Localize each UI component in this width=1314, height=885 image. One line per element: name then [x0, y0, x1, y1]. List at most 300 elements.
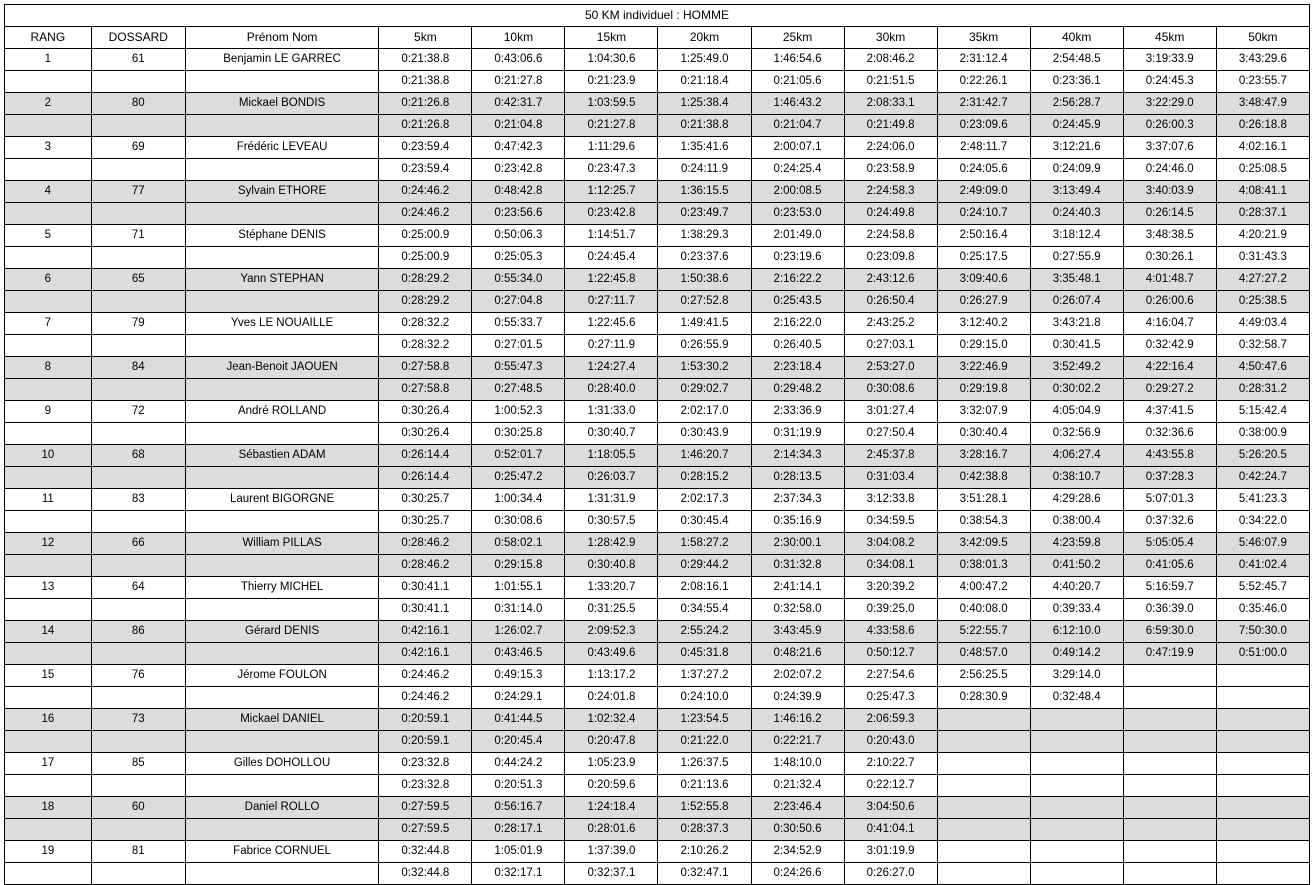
- split-time-cell: 0:24:46.0: [1123, 159, 1216, 181]
- empty-cell: [5, 731, 92, 753]
- split-time-cell: 0:30:02.2: [1030, 379, 1123, 401]
- split-time-cell: 0:30:41.1: [379, 599, 472, 621]
- results-table: [4, 4, 1310, 885]
- split-time-cell: 0:24:11.9: [658, 159, 751, 181]
- empty-cell: [5, 819, 92, 841]
- split-time-cell: 0:29:27.2: [1123, 379, 1216, 401]
- column-header: RANG: [5, 27, 92, 49]
- cumulative-time-cell: 0:55:47.3: [472, 357, 565, 379]
- rank-cell: 13: [5, 577, 92, 599]
- rank-cell: 12: [5, 533, 92, 555]
- split-time-cell: 0:23:59.4: [379, 159, 472, 181]
- bib-cell: 85: [91, 753, 185, 775]
- empty-cell: [91, 291, 185, 313]
- cumulative-time-cell: 1:03:59.5: [565, 93, 658, 115]
- empty-cell: [5, 863, 92, 885]
- empty-cell: [5, 511, 92, 533]
- cumulative-time-cell: 1:46:43.2: [751, 93, 844, 115]
- split-time-cell: [1216, 775, 1309, 797]
- cumulative-time-cell: 3:48:38.5: [1123, 225, 1216, 247]
- split-time-cell: 0:31:19.9: [751, 423, 844, 445]
- empty-cell: [91, 203, 185, 225]
- cumulative-time-cell: 3:43:45.9: [751, 621, 844, 643]
- empty-cell: [5, 335, 92, 357]
- cumulative-time-cell: 3:20:39.2: [844, 577, 937, 599]
- cumulative-time-cell: 1:04:30.6: [565, 49, 658, 71]
- cumulative-time-cell: 1:01:55.1: [472, 577, 565, 599]
- bib-cell: 66: [91, 533, 185, 555]
- table-row-splits: [5, 599, 1310, 621]
- cumulative-time-cell: 3:04:50.6: [844, 797, 937, 819]
- empty-cell: [5, 555, 92, 577]
- cumulative-time-cell: 0:21:38.8: [379, 49, 472, 71]
- empty-cell: [91, 423, 185, 445]
- empty-cell: [91, 819, 185, 841]
- split-time-cell: 0:43:49.6: [565, 643, 658, 665]
- split-time-cell: 0:29:15.8: [472, 555, 565, 577]
- rank-cell: 16: [5, 709, 92, 731]
- split-time-cell: [937, 819, 1030, 841]
- cumulative-time-cell: 2:41:14.1: [751, 577, 844, 599]
- split-time-cell: 0:30:40.4: [937, 423, 1030, 445]
- split-time-cell: 0:30:26.1: [1123, 247, 1216, 269]
- split-time-cell: 0:32:56.9: [1030, 423, 1123, 445]
- table-row: [5, 401, 1310, 423]
- cumulative-time-cell: 2:16:22.2: [751, 269, 844, 291]
- split-time-cell: 0:29:15.0: [937, 335, 1030, 357]
- cumulative-time-cell: 4:06:27.4: [1030, 445, 1123, 467]
- split-time-cell: [1216, 731, 1309, 753]
- cumulative-time-cell: 5:15:42.4: [1216, 401, 1309, 423]
- cumulative-time-cell: 1:36:15.5: [658, 181, 751, 203]
- empty-cell: [91, 159, 185, 181]
- split-time-cell: 0:27:58.8: [379, 379, 472, 401]
- cumulative-time-cell: 3:37:07.6: [1123, 137, 1216, 159]
- cumulative-time-cell: [1123, 841, 1216, 863]
- cumulative-time-cell: 3:12:33.8: [844, 489, 937, 511]
- cumulative-time-cell: [1123, 709, 1216, 731]
- cumulative-time-cell: 2:23:18.4: [751, 357, 844, 379]
- cumulative-time-cell: 2:34:52.9: [751, 841, 844, 863]
- split-time-cell: 0:25:38.5: [1216, 291, 1309, 313]
- cumulative-time-cell: [1123, 665, 1216, 687]
- split-time-cell: 0:23:32.8: [379, 775, 472, 797]
- cumulative-time-cell: 3:40:03.9: [1123, 181, 1216, 203]
- split-time-cell: 0:34:55.4: [658, 599, 751, 621]
- split-time-cell: 0:30:26.4: [379, 423, 472, 445]
- cumulative-time-cell: 2:24:58.3: [844, 181, 937, 203]
- column-header: 45km: [1123, 27, 1216, 49]
- split-time-cell: 0:26:00.3: [1123, 115, 1216, 137]
- cumulative-time-cell: 0:50:06.3: [472, 225, 565, 247]
- split-time-cell: 0:24:29.1: [472, 687, 565, 709]
- split-time-cell: 0:32:37.1: [565, 863, 658, 885]
- runner-name-cell: Gérard DENIS: [185, 621, 379, 643]
- split-time-cell: 0:30:41.5: [1030, 335, 1123, 357]
- cumulative-time-cell: 0:20:59.1: [379, 709, 472, 731]
- bib-cell: 72: [91, 401, 185, 423]
- cumulative-time-cell: 3:01:19.9: [844, 841, 937, 863]
- rank-cell: 2: [5, 93, 92, 115]
- split-time-cell: 0:30:40.7: [565, 423, 658, 445]
- cumulative-time-cell: 2:56:25.5: [937, 665, 1030, 687]
- cumulative-time-cell: 3:01:27.4: [844, 401, 937, 423]
- runner-name-cell: Yves LE NOUAILLE: [185, 313, 379, 335]
- cumulative-time-cell: 7:50:30.0: [1216, 621, 1309, 643]
- empty-cell: [5, 71, 92, 93]
- split-time-cell: 0:22:26.1: [937, 71, 1030, 93]
- table-row-splits: [5, 555, 1310, 577]
- cumulative-time-cell: 1:25:38.4: [658, 93, 751, 115]
- empty-cell: [5, 115, 92, 137]
- bib-cell: 81: [91, 841, 185, 863]
- cumulative-time-cell: 2:10:22.7: [844, 753, 937, 775]
- cumulative-time-cell: 5:16:59.7: [1123, 577, 1216, 599]
- rank-cell: 4: [5, 181, 92, 203]
- split-time-cell: 0:30:57.5: [565, 511, 658, 533]
- cumulative-time-cell: 2:00:07.1: [751, 137, 844, 159]
- cumulative-time-cell: 1:14:51.7: [565, 225, 658, 247]
- split-time-cell: 0:38:10.7: [1030, 467, 1123, 489]
- split-time-cell: 0:26:55.9: [658, 335, 751, 357]
- split-time-cell: [1123, 687, 1216, 709]
- split-time-cell: 0:27:01.5: [472, 335, 565, 357]
- empty-cell: [91, 335, 185, 357]
- split-time-cell: 0:48:57.0: [937, 643, 1030, 665]
- empty-cell: [185, 555, 379, 577]
- cumulative-time-cell: [1216, 797, 1309, 819]
- table-row: [5, 181, 1310, 203]
- cumulative-time-cell: 0:24:46.2: [379, 181, 472, 203]
- cumulative-time-cell: 4:01:48.7: [1123, 269, 1216, 291]
- cumulative-time-cell: 4:43:55.8: [1123, 445, 1216, 467]
- split-time-cell: [937, 863, 1030, 885]
- cumulative-time-cell: 0:58:02.1: [472, 533, 565, 555]
- split-time-cell: 0:20:59.6: [565, 775, 658, 797]
- runner-name-cell: Mickael BONDIS: [185, 93, 379, 115]
- split-time-cell: 0:26:14.4: [379, 467, 472, 489]
- runner-name-cell: Yann STEPHAN: [185, 269, 379, 291]
- empty-cell: [185, 291, 379, 313]
- cumulative-time-cell: 1:31:33.0: [565, 401, 658, 423]
- empty-cell: [185, 687, 379, 709]
- split-time-cell: 0:42:16.1: [379, 643, 472, 665]
- cumulative-time-cell: 3:28:16.7: [937, 445, 1030, 467]
- split-time-cell: 0:39:33.4: [1030, 599, 1123, 621]
- split-time-cell: 0:25:47.2: [472, 467, 565, 489]
- split-time-cell: 0:41:05.6: [1123, 555, 1216, 577]
- split-time-cell: [1030, 731, 1123, 753]
- split-time-cell: 0:24:10.7: [937, 203, 1030, 225]
- cumulative-time-cell: [1123, 797, 1216, 819]
- split-time-cell: 0:23:42.8: [472, 159, 565, 181]
- split-time-cell: 0:28:15.2: [658, 467, 751, 489]
- cumulative-time-cell: [1216, 753, 1309, 775]
- split-time-cell: 0:23:42.8: [565, 203, 658, 225]
- cumulative-time-cell: 0:27:58.8: [379, 357, 472, 379]
- cumulative-time-cell: 2:08:33.1: [844, 93, 937, 115]
- cumulative-time-cell: 0:41:44.5: [472, 709, 565, 731]
- cumulative-time-cell: 2:53:27.0: [844, 357, 937, 379]
- cumulative-time-cell: 1:49:41.5: [658, 313, 751, 335]
- split-time-cell: 0:28:17.1: [472, 819, 565, 841]
- split-time-cell: 0:30:40.8: [565, 555, 658, 577]
- split-time-cell: 0:26:03.7: [565, 467, 658, 489]
- cumulative-time-cell: 1:46:20.7: [658, 445, 751, 467]
- table-row-splits: [5, 467, 1310, 489]
- cumulative-time-cell: 2:01:49.0: [751, 225, 844, 247]
- runner-name-cell: Laurent BIGORGNE: [185, 489, 379, 511]
- bib-cell: 64: [91, 577, 185, 599]
- cumulative-time-cell: 5:05:05.4: [1123, 533, 1216, 555]
- column-header: 25km: [751, 27, 844, 49]
- split-time-cell: 0:24:45.9: [1030, 115, 1123, 137]
- empty-cell: [91, 775, 185, 797]
- split-time-cell: 0:29:02.7: [658, 379, 751, 401]
- runner-name-cell: Daniel ROLLO: [185, 797, 379, 819]
- split-time-cell: 0:30:25.8: [472, 423, 565, 445]
- cumulative-time-cell: [937, 841, 1030, 863]
- split-time-cell: 0:21:49.8: [844, 115, 937, 137]
- cumulative-time-cell: 2:02:17.0: [658, 401, 751, 423]
- split-time-cell: 0:23:56.6: [472, 203, 565, 225]
- rank-cell: 15: [5, 665, 92, 687]
- split-time-cell: 0:34:08.1: [844, 555, 937, 577]
- split-time-cell: 0:23:37.6: [658, 247, 751, 269]
- split-time-cell: 0:23:36.1: [1030, 71, 1123, 93]
- split-time-cell: 0:30:43.9: [658, 423, 751, 445]
- cumulative-time-cell: 4:00:47.2: [937, 577, 1030, 599]
- cumulative-time-cell: 3:22:29.0: [1123, 93, 1216, 115]
- split-time-cell: 0:27:52.8: [658, 291, 751, 313]
- empty-cell: [91, 247, 185, 269]
- split-time-cell: 0:21:18.4: [658, 71, 751, 93]
- rank-cell: 17: [5, 753, 92, 775]
- cumulative-time-cell: 1:11:29.6: [565, 137, 658, 159]
- split-time-cell: 0:26:00.6: [1123, 291, 1216, 313]
- cumulative-time-cell: 5:07:01.3: [1123, 489, 1216, 511]
- table-row: [5, 621, 1310, 643]
- cumulative-time-cell: 4:33:58.6: [844, 621, 937, 643]
- cumulative-time-cell: 0:32:44.8: [379, 841, 472, 863]
- table-row: [5, 841, 1310, 863]
- bib-cell: 60: [91, 797, 185, 819]
- split-time-cell: 0:29:44.2: [658, 555, 751, 577]
- cumulative-time-cell: 2:33:36.9: [751, 401, 844, 423]
- split-time-cell: [1123, 731, 1216, 753]
- split-time-cell: 0:34:59.5: [844, 511, 937, 533]
- cumulative-time-cell: 2:31:42.7: [937, 93, 1030, 115]
- cumulative-time-cell: 2:37:34.3: [751, 489, 844, 511]
- table-row-splits: [5, 775, 1310, 797]
- split-time-cell: 0:22:12.7: [844, 775, 937, 797]
- split-time-cell: 0:38:01.3: [937, 555, 1030, 577]
- split-time-cell: 0:21:27.8: [565, 115, 658, 137]
- cumulative-time-cell: 5:52:45.7: [1216, 577, 1309, 599]
- cumulative-time-cell: [1216, 709, 1309, 731]
- table-row-splits: [5, 379, 1310, 401]
- split-time-cell: 0:24:01.8: [565, 687, 658, 709]
- cumulative-time-cell: 2:48:11.7: [937, 137, 1030, 159]
- split-time-cell: 0:23:47.3: [565, 159, 658, 181]
- empty-cell: [5, 247, 92, 269]
- cumulative-time-cell: 2:09:52.3: [565, 621, 658, 643]
- split-time-cell: 0:32:47.1: [658, 863, 751, 885]
- cumulative-time-cell: 0:48:42.8: [472, 181, 565, 203]
- table-row: [5, 269, 1310, 291]
- cumulative-time-cell: 2:24:06.0: [844, 137, 937, 159]
- table-row: [5, 577, 1310, 599]
- split-time-cell: 0:24:09.9: [1030, 159, 1123, 181]
- cumulative-time-cell: 1:02:32.4: [565, 709, 658, 731]
- split-time-cell: 0:31:03.4: [844, 467, 937, 489]
- cumulative-time-cell: 1:12:25.7: [565, 181, 658, 203]
- empty-cell: [5, 643, 92, 665]
- empty-cell: [5, 203, 92, 225]
- cumulative-time-cell: 0:30:41.1: [379, 577, 472, 599]
- cumulative-time-cell: 3:22:46.9: [937, 357, 1030, 379]
- bib-cell: 83: [91, 489, 185, 511]
- cumulative-time-cell: 0:24:46.2: [379, 665, 472, 687]
- cumulative-time-cell: 2:56:28.7: [1030, 93, 1123, 115]
- cumulative-time-cell: 1:00:34.4: [472, 489, 565, 511]
- split-time-cell: 0:32:58.7: [1216, 335, 1309, 357]
- split-time-cell: [1216, 687, 1309, 709]
- cumulative-time-cell: [937, 753, 1030, 775]
- cumulative-time-cell: 0:30:26.4: [379, 401, 472, 423]
- split-time-cell: 0:24:39.9: [751, 687, 844, 709]
- cumulative-time-cell: 3:42:09.5: [937, 533, 1030, 555]
- split-time-cell: 0:28:37.1: [1216, 203, 1309, 225]
- split-time-cell: 0:32:17.1: [472, 863, 565, 885]
- split-time-cell: 0:23:19.6: [751, 247, 844, 269]
- split-time-cell: 0:22:21.7: [751, 731, 844, 753]
- split-time-cell: 0:50:12.7: [844, 643, 937, 665]
- cumulative-time-cell: 1:46:16.2: [751, 709, 844, 731]
- cumulative-time-cell: 1:25:49.0: [658, 49, 751, 71]
- split-time-cell: [1123, 863, 1216, 885]
- cumulative-time-cell: 1:00:52.3: [472, 401, 565, 423]
- split-time-cell: 0:40:08.0: [937, 599, 1030, 621]
- split-time-cell: 0:35:16.9: [751, 511, 844, 533]
- cumulative-time-cell: [937, 797, 1030, 819]
- split-time-cell: 0:21:32.4: [751, 775, 844, 797]
- cumulative-time-cell: 3:51:28.1: [937, 489, 1030, 511]
- cumulative-time-cell: 0:28:29.2: [379, 269, 472, 291]
- cumulative-time-cell: 0:55:34.0: [472, 269, 565, 291]
- split-time-cell: 0:51:00.0: [1216, 643, 1309, 665]
- split-time-cell: 0:25:43.5: [751, 291, 844, 313]
- split-time-cell: 0:23:09.6: [937, 115, 1030, 137]
- split-time-cell: 0:20:45.4: [472, 731, 565, 753]
- split-time-cell: 0:27:59.5: [379, 819, 472, 841]
- empty-cell: [91, 555, 185, 577]
- page-title: 50 KM individuel : HOMME: [5, 5, 1310, 27]
- column-header: 15km: [565, 27, 658, 49]
- split-time-cell: 0:30:25.7: [379, 511, 472, 533]
- rank-cell: 1: [5, 49, 92, 71]
- split-time-cell: 0:26:27.0: [844, 863, 937, 885]
- cumulative-time-cell: 1:05:01.9: [472, 841, 565, 863]
- split-time-cell: 0:27:03.1: [844, 335, 937, 357]
- bib-cell: 69: [91, 137, 185, 159]
- split-time-cell: 0:28:46.2: [379, 555, 472, 577]
- runner-name-cell: William PILLAS: [185, 533, 379, 555]
- column-header: Prénom Nom: [185, 27, 379, 49]
- split-time-cell: 0:24:05.6: [937, 159, 1030, 181]
- table-row-splits: [5, 203, 1310, 225]
- bib-cell: 84: [91, 357, 185, 379]
- cumulative-time-cell: 3:09:40.6: [937, 269, 1030, 291]
- empty-cell: [185, 599, 379, 621]
- column-header: DOSSARD: [91, 27, 185, 49]
- split-time-cell: 0:21:38.8: [379, 71, 472, 93]
- empty-cell: [5, 291, 92, 313]
- cumulative-time-cell: 5:46:07.9: [1216, 533, 1309, 555]
- cumulative-time-cell: 3:35:48.1: [1030, 269, 1123, 291]
- cumulative-time-cell: 2:02:07.2: [751, 665, 844, 687]
- empty-cell: [185, 247, 379, 269]
- split-time-cell: 0:32:48.4: [1030, 687, 1123, 709]
- split-time-cell: 0:30:08.6: [844, 379, 937, 401]
- split-time-cell: 0:21:27.8: [472, 71, 565, 93]
- cumulative-time-cell: 3:13:49.4: [1030, 181, 1123, 203]
- cumulative-time-cell: [1030, 841, 1123, 863]
- split-time-cell: 0:24:45.4: [565, 247, 658, 269]
- split-time-cell: 0:21:05.6: [751, 71, 844, 93]
- cumulative-time-cell: 0:26:14.4: [379, 445, 472, 467]
- empty-cell: [5, 379, 92, 401]
- split-time-cell: 0:29:19.8: [937, 379, 1030, 401]
- column-header: 40km: [1030, 27, 1123, 49]
- cumulative-time-cell: 0:21:26.8: [379, 93, 472, 115]
- split-time-cell: 0:34:22.0: [1216, 511, 1309, 533]
- split-time-cell: 0:41:50.2: [1030, 555, 1123, 577]
- split-time-cell: 0:24:25.4: [751, 159, 844, 181]
- cumulative-time-cell: 4:27:27.2: [1216, 269, 1309, 291]
- cumulative-time-cell: 4:05:04.9: [1030, 401, 1123, 423]
- table-row-splits: [5, 731, 1310, 753]
- split-time-cell: 0:30:08.6: [472, 511, 565, 533]
- split-time-cell: 0:24:46.2: [379, 687, 472, 709]
- cumulative-time-cell: 2:16:22.0: [751, 313, 844, 335]
- split-time-cell: 0:35:46.0: [1216, 599, 1309, 621]
- cumulative-time-cell: 3:43:21.8: [1030, 313, 1123, 335]
- cumulative-time-cell: 3:12:40.2: [937, 313, 1030, 335]
- table-row: [5, 445, 1310, 467]
- cumulative-time-cell: 4:37:41.5: [1123, 401, 1216, 423]
- empty-cell: [91, 115, 185, 137]
- split-time-cell: 0:24:40.3: [1030, 203, 1123, 225]
- cumulative-time-cell: 5:41:23.3: [1216, 489, 1309, 511]
- split-time-cell: 0:21:22.0: [658, 731, 751, 753]
- cumulative-time-cell: 4:40:20.7: [1030, 577, 1123, 599]
- split-time-cell: 0:38:54.3: [937, 511, 1030, 533]
- runner-name-cell: André ROLLAND: [185, 401, 379, 423]
- split-time-cell: 0:31:43.3: [1216, 247, 1309, 269]
- split-time-cell: 0:25:17.5: [937, 247, 1030, 269]
- empty-cell: [91, 599, 185, 621]
- split-time-cell: [1123, 819, 1216, 841]
- split-time-cell: 0:21:13.6: [658, 775, 751, 797]
- cumulative-time-cell: 4:16:04.7: [1123, 313, 1216, 335]
- title-row: [5, 5, 1310, 27]
- cumulative-time-cell: 3:43:29.6: [1216, 49, 1309, 71]
- split-time-cell: 0:26:07.4: [1030, 291, 1123, 313]
- cumulative-time-cell: 2:02:17.3: [658, 489, 751, 511]
- split-time-cell: 0:26:40.5: [751, 335, 844, 357]
- runner-name-cell: Sylvain ETHORE: [185, 181, 379, 203]
